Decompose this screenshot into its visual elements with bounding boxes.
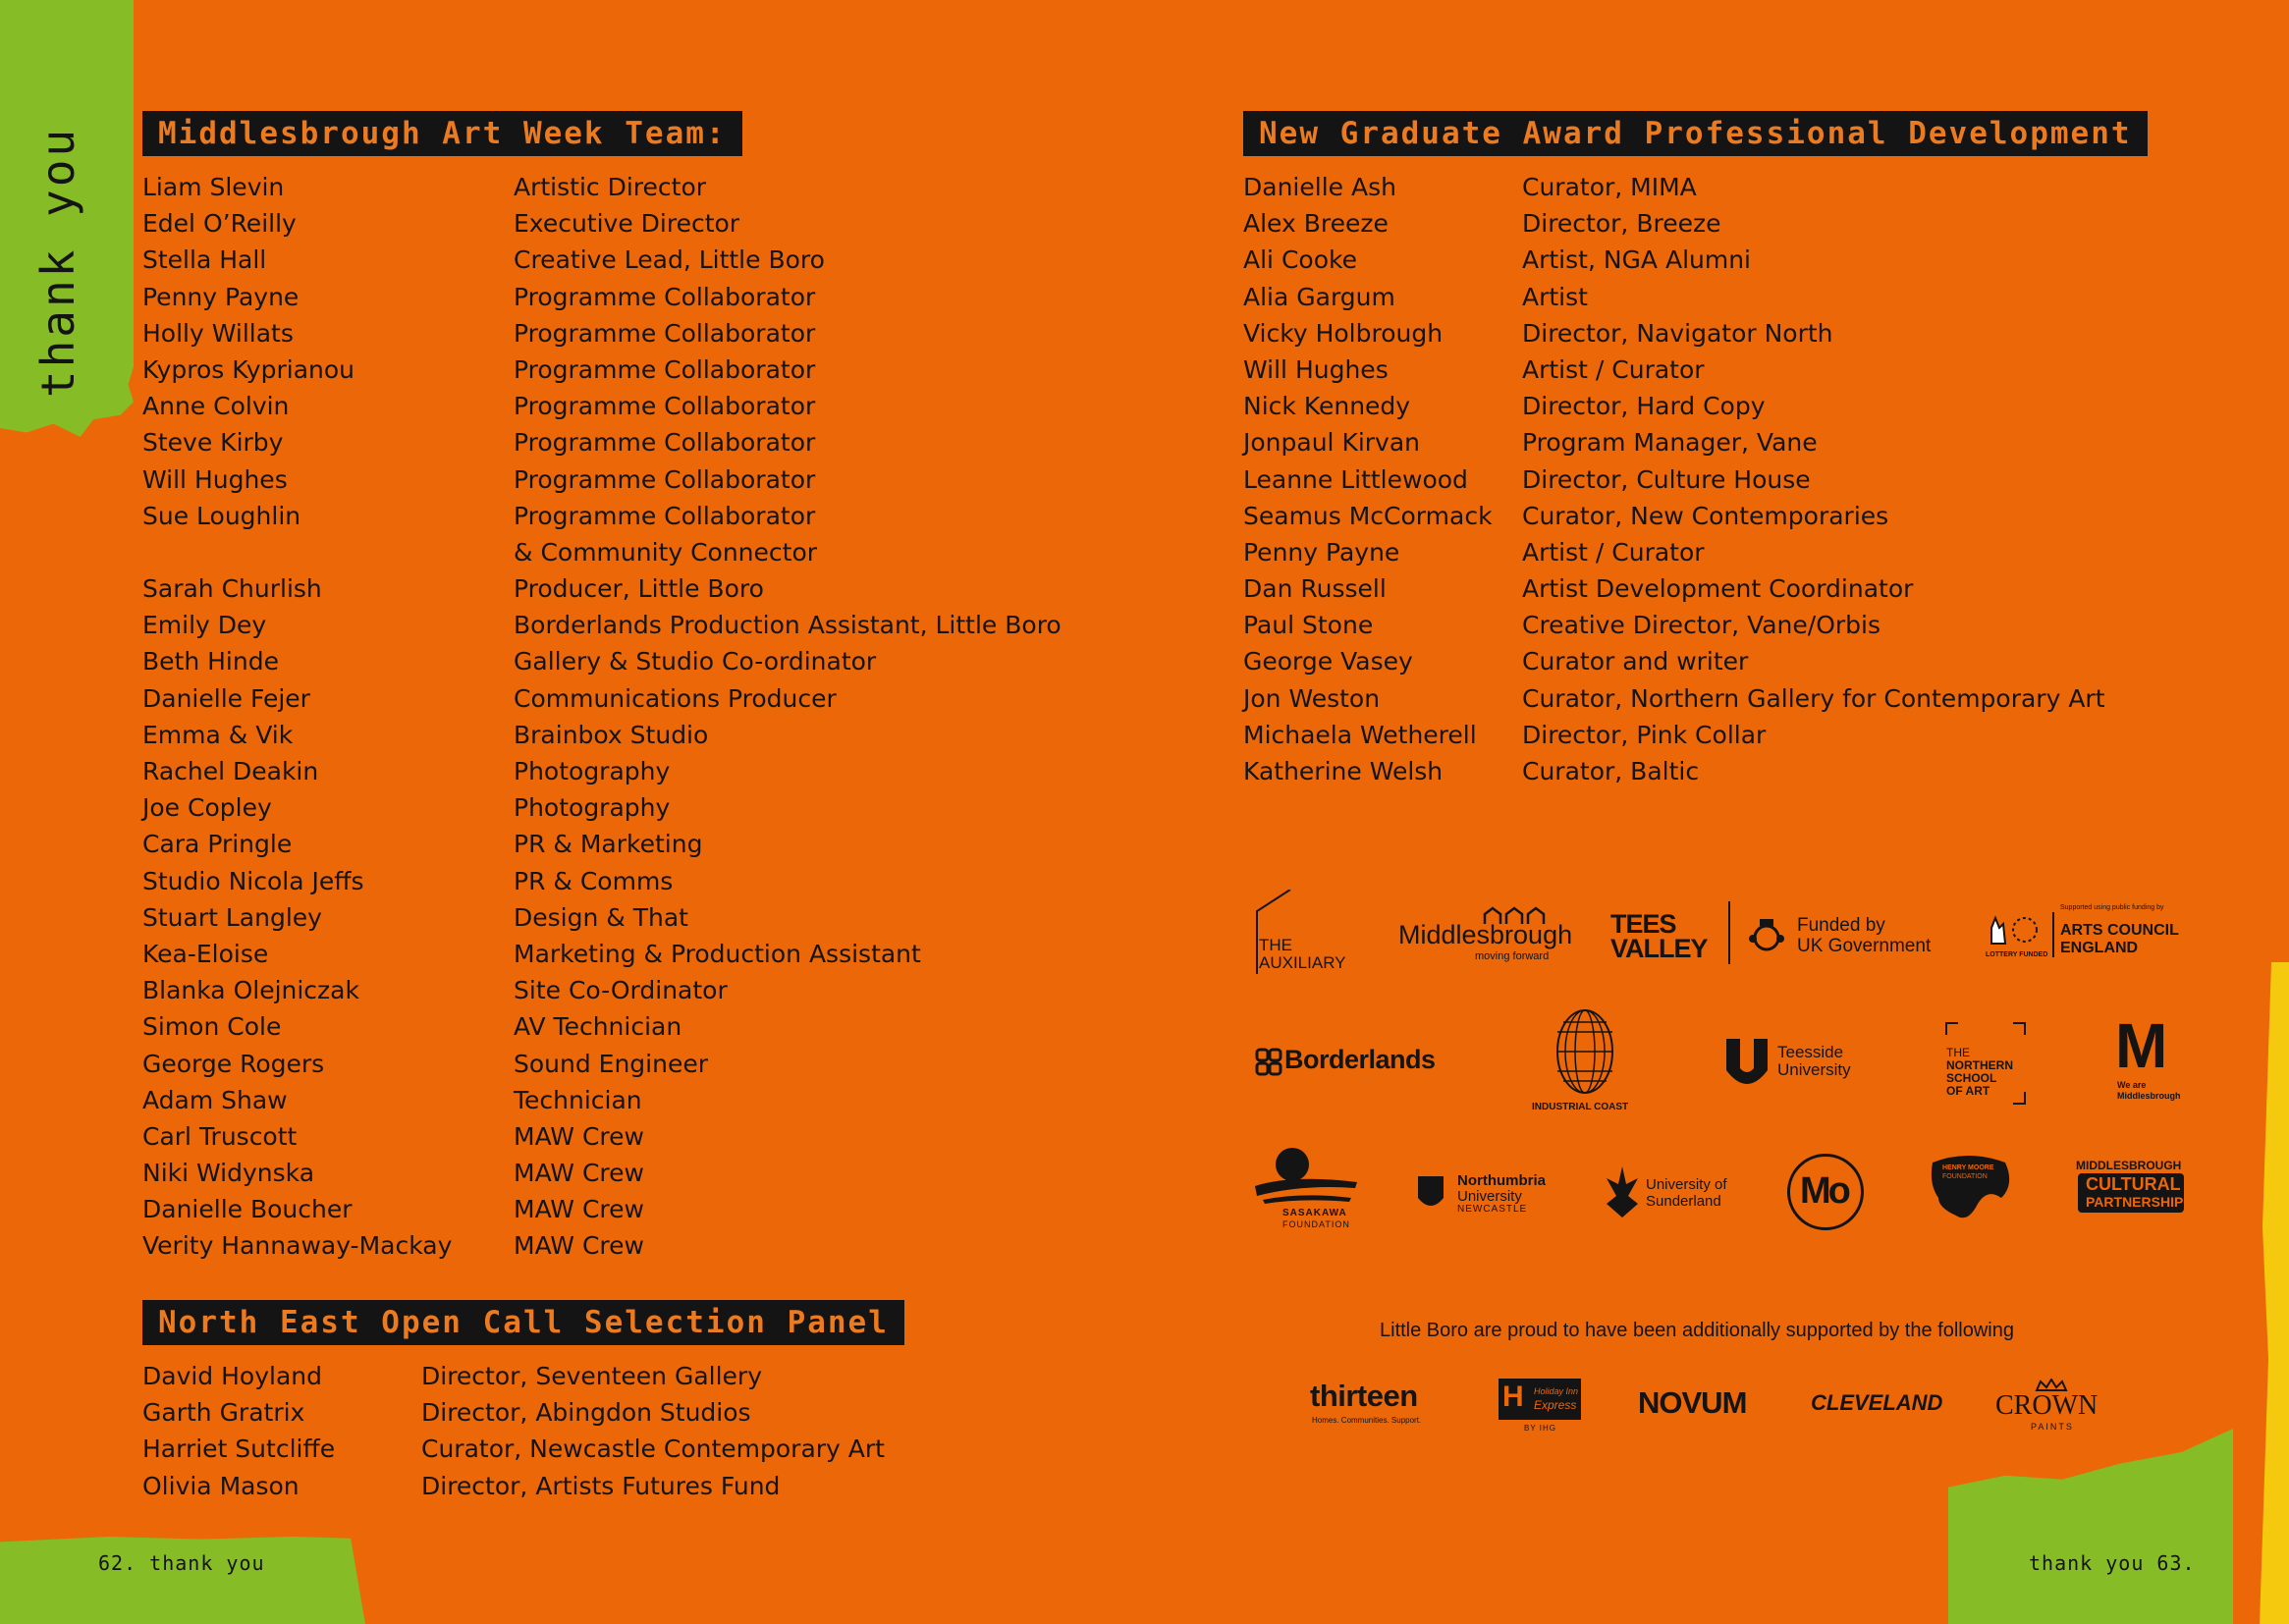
northumbria-line1: Northumbria xyxy=(1457,1172,1546,1189)
tees-valley-line1: TEES xyxy=(1610,909,1676,939)
list-item-name: Rachel Deakin xyxy=(142,757,319,785)
role-column xyxy=(514,169,1062,1265)
nga-heading: New Graduate Award Professional Development xyxy=(1243,111,2148,156)
list-item-name: Liam Slevin xyxy=(142,173,285,201)
teesside-line1: Teesside xyxy=(1777,1043,1844,1061)
list-item-role: Marketing & Production Assistant xyxy=(514,939,921,968)
list-item-name: Kypros Kyprianou xyxy=(142,354,355,384)
middlesbrough-sub: moving forward xyxy=(1475,950,1550,962)
industrial-coast-mark-icon xyxy=(1553,1007,1616,1096)
cleveland-text: CLEVELAND xyxy=(1811,1390,1943,1415)
novum-text: NOVUM xyxy=(1638,1385,1747,1420)
list-item-role: Borderlands Production Assistant, Little Boro xyxy=(514,611,1062,640)
auxiliary-line2: AUXILIARY xyxy=(1259,953,1346,972)
holiday-inn-line2: Express xyxy=(1534,1398,1577,1412)
list-item-name: Penny Payne xyxy=(142,282,300,311)
list-item-name: Holly Willats xyxy=(142,318,294,348)
list-item-role: Programme Collaborator xyxy=(514,501,816,530)
uk-government-logo xyxy=(1748,915,1944,958)
support-note: Little Boro are proud to have been additionally supported by the following xyxy=(1380,1320,2014,1341)
thirteen-text: thirteen xyxy=(1310,1379,1418,1413)
list-item-name: Jon Weston xyxy=(1243,683,1381,713)
footer-left: 62. thank you xyxy=(98,1551,265,1575)
list-item-name: Kea-Eloise xyxy=(142,939,269,968)
list-item-name: Will Hughes xyxy=(142,464,288,494)
list-item-role: Artist, NGA Alumni xyxy=(1522,245,1752,275)
the-auxiliary-logo xyxy=(1255,890,1345,974)
list-item-role: Artist Development Coordinator xyxy=(1522,574,1914,604)
list-item-role: Artist / Curator xyxy=(1522,537,1705,567)
list-item-role: Programme Collaborator xyxy=(514,392,816,421)
list-item-name: David Hoyland xyxy=(142,1362,322,1390)
auxiliary-line1: THE xyxy=(1259,936,1292,954)
northumbria-shield-icon xyxy=(1416,1174,1445,1214)
list-item-name: Michaela Wetherell xyxy=(1243,720,1477,749)
teesside-u-icon xyxy=(1724,1037,1770,1088)
list-item-role: Curator, Northern Gallery for Contemporary Art xyxy=(1522,683,2105,713)
yellow-paint-edge xyxy=(2260,962,2289,1624)
list-item-name: Verity Hannaway-Mackay xyxy=(142,1231,453,1261)
list-item-role: Programme Collaborator xyxy=(514,282,816,311)
middlesbrough-cultural-partnership-logo xyxy=(2074,1159,2192,1223)
northumbria-university-logo xyxy=(1416,1172,1563,1218)
northern-school-line3: SCHOOL xyxy=(1946,1071,1997,1085)
arts-council-divider xyxy=(2052,912,2054,957)
list-item-name: Niki Widynska xyxy=(142,1159,315,1188)
list-item-role: Curator, Newcastle Contemporary Art xyxy=(421,1435,885,1464)
borderlands-logo xyxy=(1255,1045,1447,1080)
list-item-role: Creative Director, Vane/Orbis xyxy=(1522,611,1881,640)
list-item-role: MAW Crew xyxy=(514,1121,644,1151)
list-item-name: Harriet Sutcliffe xyxy=(142,1435,336,1464)
we-are-mbro-line2: Middlesbrough xyxy=(2117,1091,2181,1101)
list-item-name: Danielle Ash xyxy=(1243,173,1396,201)
list-item-name xyxy=(142,534,452,570)
teesside-line2: University xyxy=(1777,1060,1851,1079)
borderlands-mark-icon xyxy=(1255,1048,1282,1077)
arts-council-logo xyxy=(1986,904,2192,963)
industrial-coast-text: INDUSTRIAL COAST xyxy=(1532,1102,1629,1112)
name-column xyxy=(142,169,452,1265)
list-item-role: Design & That xyxy=(514,902,688,932)
list-item-role: Programme Collaborator xyxy=(514,428,816,458)
arts-council-line2: ENGLAND xyxy=(2060,940,2139,956)
sunderland-line2: Sunderland xyxy=(1646,1193,1721,1210)
list-item-name: Nick Kennedy xyxy=(1243,392,1411,421)
lottery-funded-text: LOTTERY FUNDED xyxy=(1986,951,2048,958)
list-item-role: Artist / Curator xyxy=(1522,354,1705,384)
holiday-inn-h-mark: H xyxy=(1502,1380,1524,1413)
industrial-coast-logo xyxy=(1532,1007,1638,1113)
henry-moore-line1: HENRY MOORE xyxy=(1942,1164,1994,1171)
list-item-role: MAW Crew xyxy=(514,1231,644,1261)
list-item-role: Director, Hard Copy xyxy=(1522,392,1766,421)
list-item-name: Paul Stone xyxy=(1243,611,1374,640)
henry-moore-line2: FOUNDATION xyxy=(1942,1173,1988,1180)
tees-valley-divider xyxy=(1728,901,1730,964)
cultural-partnership-line3: PARTNERSHIP xyxy=(2086,1194,2184,1210)
list-item-role: Site Co-Ordinator xyxy=(514,976,728,1005)
cultural-partnership-line2: CULTURAL xyxy=(2086,1174,2181,1194)
list-item-role: Photography xyxy=(514,757,671,785)
list-item-role: Technician xyxy=(514,1085,642,1114)
list-item-name: Emily Dey xyxy=(142,611,267,640)
list-item-name: Adam Shaw xyxy=(142,1085,288,1114)
we-are-mbro-mark: M xyxy=(2115,1010,2168,1081)
list-item-name: George Vasey xyxy=(1243,647,1413,677)
thirteen-sub: Homes. Communities. Support. xyxy=(1312,1416,1422,1425)
middlesbrough-text: Middlesbrough xyxy=(1398,920,1573,949)
crown-line1: CROWN xyxy=(1995,1390,2098,1421)
open-call-heading: North East Open Call Selection Panel xyxy=(142,1300,904,1345)
we-are-middlesbrough-logo xyxy=(2113,1010,2184,1106)
list-item-role: Artistic Director xyxy=(514,173,707,201)
list-item-role: Gallery & Studio Co-ordinator xyxy=(514,647,877,677)
list-item-role: Director, Pink Collar xyxy=(1522,720,1767,749)
list-item-role: Curator, MIMA xyxy=(1522,173,1697,201)
list-item-name: Katherine Welsh xyxy=(1243,757,1444,785)
borderlands-text: Borderlands xyxy=(1284,1045,1436,1074)
sunderland-line1: University of xyxy=(1646,1176,1727,1193)
list-item-name: Alex Breeze xyxy=(1243,209,1389,239)
list-item-role: Artist xyxy=(1522,282,1588,311)
side-title xyxy=(28,126,87,399)
sasakawa-line2: FOUNDATION xyxy=(1282,1219,1350,1229)
name-column xyxy=(142,1358,335,1504)
sunderland-flame-icon xyxy=(1605,1164,1640,1219)
crown-paints-logo xyxy=(1995,1379,2107,1435)
list-item-role: MAW Crew xyxy=(514,1159,644,1188)
list-item-name: Blanka Olejniczak xyxy=(142,976,359,1005)
list-item-name: Will Hughes xyxy=(1243,354,1389,384)
university-of-sunderland-logo xyxy=(1605,1164,1738,1221)
list-item-name: Vicky Holbrough xyxy=(1243,318,1444,348)
green-tape-bottom-right xyxy=(1948,1429,2233,1624)
teesside-university-logo xyxy=(1724,1037,1862,1090)
list-item-name: Danielle Boucher xyxy=(142,1195,353,1224)
list-item-name: Sue Loughlin xyxy=(142,501,301,530)
list-item-name: Dan Russell xyxy=(1243,574,1387,604)
list-item-role: Director, Abingdon Studios xyxy=(421,1398,751,1428)
list-item-name: Carl Truscott xyxy=(142,1121,298,1151)
we-are-mbro-line1: We are xyxy=(2117,1080,2147,1090)
list-item-role: Programme Collaborator xyxy=(514,318,816,348)
list-item-role: & Community Connector xyxy=(514,537,818,567)
holiday-inn-line1: Holiday Inn xyxy=(1534,1386,1579,1396)
list-item-role: Brainbox Studio xyxy=(514,720,709,749)
footer-right: thank you 63. xyxy=(2029,1551,2196,1575)
list-item-name: Jonpaul Kirvan xyxy=(1243,428,1421,458)
novum-logo xyxy=(1638,1385,1768,1423)
list-item-role: Director, Breeze xyxy=(1522,209,1721,239)
list-item-name: Danielle Fejer xyxy=(142,683,310,713)
holiday-inn-express-logo xyxy=(1497,1379,1585,1435)
list-item-role: Director, Seventeen Gallery xyxy=(421,1362,762,1390)
sasakawa-line1: SASAKAWA xyxy=(1282,1208,1347,1218)
sasakawa-foundation-logo xyxy=(1253,1147,1361,1239)
list-item-name: Steve Kirby xyxy=(142,428,284,458)
holiday-inn-line3: BY IHG xyxy=(1524,1424,1556,1433)
cultural-partnership-line1: MIDDLESBROUGH xyxy=(2076,1159,2182,1172)
list-item-name: Olivia Mason xyxy=(142,1471,300,1500)
list-item-name: Sarah Churlish xyxy=(142,574,322,604)
list-item-role: Curator, Baltic xyxy=(1522,757,1700,785)
list-item-name: Emma & Vik xyxy=(142,720,294,749)
list-item-role: Director, Culture House xyxy=(1522,464,1811,494)
northern-school-line2: NORTHERN xyxy=(1946,1058,2013,1072)
northern-school-line1: THE xyxy=(1946,1046,1970,1059)
side-title-text: thank you xyxy=(31,126,84,399)
cleveland-logo xyxy=(1811,1392,1944,1422)
list-item-role: Creative Lead, Little Boro xyxy=(514,245,825,275)
list-item-role: Director, Artists Futures Fund xyxy=(421,1471,781,1500)
role-column xyxy=(1522,169,2105,789)
list-item-role: PR & Marketing xyxy=(514,830,703,859)
list-item-role: Photography xyxy=(514,793,671,823)
list-item-name: Seamus McCormack xyxy=(1243,501,1493,530)
list-item-name: Stella Hall xyxy=(142,245,267,275)
list-item-name: Alia Gargum xyxy=(1243,282,1395,311)
list-item-name: Ali Cooke xyxy=(1243,245,1357,275)
list-item-name: Garth Gratrix xyxy=(142,1398,305,1428)
role-column xyxy=(421,1358,885,1504)
list-item-role: Programme Collaborator xyxy=(514,464,816,494)
list-item-role: Director, Navigator North xyxy=(1522,318,1833,348)
list-item-name: Cara Pringle xyxy=(142,830,293,859)
tees-valley-line2: VALLEY xyxy=(1610,934,1708,963)
list-item-name: Anne Colvin xyxy=(142,392,290,421)
crown-line2: PAINTS xyxy=(2031,1422,2074,1432)
list-item-role: AV Technician xyxy=(514,1012,682,1042)
henry-moore-foundation-logo xyxy=(1929,1155,2013,1223)
northumbria-line2: University xyxy=(1457,1188,1522,1205)
list-item-name: Simon Cole xyxy=(142,1012,282,1042)
royal-crest-icon xyxy=(1748,919,1785,952)
list-item-role: Producer, Little Boro xyxy=(514,574,764,604)
list-item-name: Edel O’Reilly xyxy=(142,209,297,239)
list-item-name: Leanne Littlewood xyxy=(1243,464,1468,494)
tees-valley-logo xyxy=(1610,909,1711,963)
middlesbrough-logo xyxy=(1398,906,1573,963)
list-item-name: Studio Nicola Jeffs xyxy=(142,866,364,895)
thirteen-logo xyxy=(1310,1379,1438,1430)
list-item-role: Communications Producer xyxy=(514,683,837,713)
arts-council-small-text: Supported using public funding by xyxy=(2060,904,2164,911)
list-item-role: Programme Collaborator xyxy=(514,354,816,384)
list-item-name: Penny Payne xyxy=(1243,537,1400,567)
name-column xyxy=(1243,169,1493,789)
list-item-role: Executive Director xyxy=(514,209,740,239)
maw-team-heading: Middlesbrough Art Week Team: xyxy=(142,111,742,156)
list-item-name: George Rogers xyxy=(142,1049,325,1078)
sasakawa-sun-icon xyxy=(1253,1147,1361,1206)
mo-logo xyxy=(1787,1154,1866,1232)
list-item-name: Joe Copley xyxy=(142,793,272,823)
list-item-role: MAW Crew xyxy=(514,1195,644,1224)
list-item-name: Beth Hinde xyxy=(142,647,279,677)
list-item-role: Program Manager, Vane xyxy=(1522,428,1818,458)
mo-text: Mo xyxy=(1800,1170,1848,1212)
uk-gov-line2: UK Government xyxy=(1797,936,1932,956)
green-tape-bottom-left xyxy=(0,1537,365,1624)
uk-gov-line1: Funded by xyxy=(1797,915,1885,936)
list-item-role: Curator and writer xyxy=(1522,647,1749,677)
list-item-role: PR & Comms xyxy=(514,866,674,895)
list-item-role: Curator, New Contemporaries xyxy=(1522,501,1889,530)
northern-school-of-art-logo xyxy=(1944,1021,2027,1106)
northern-school-line4: OF ART xyxy=(1946,1084,1990,1098)
list-item-name: Stuart Langley xyxy=(142,902,322,932)
lottery-hand-icon xyxy=(1986,914,2041,947)
northumbria-line3: NEWCASTLE xyxy=(1457,1204,1528,1215)
arts-council-line1: ARTS COUNCIL xyxy=(2060,922,2179,939)
list-item-role: Sound Engineer xyxy=(514,1049,709,1078)
